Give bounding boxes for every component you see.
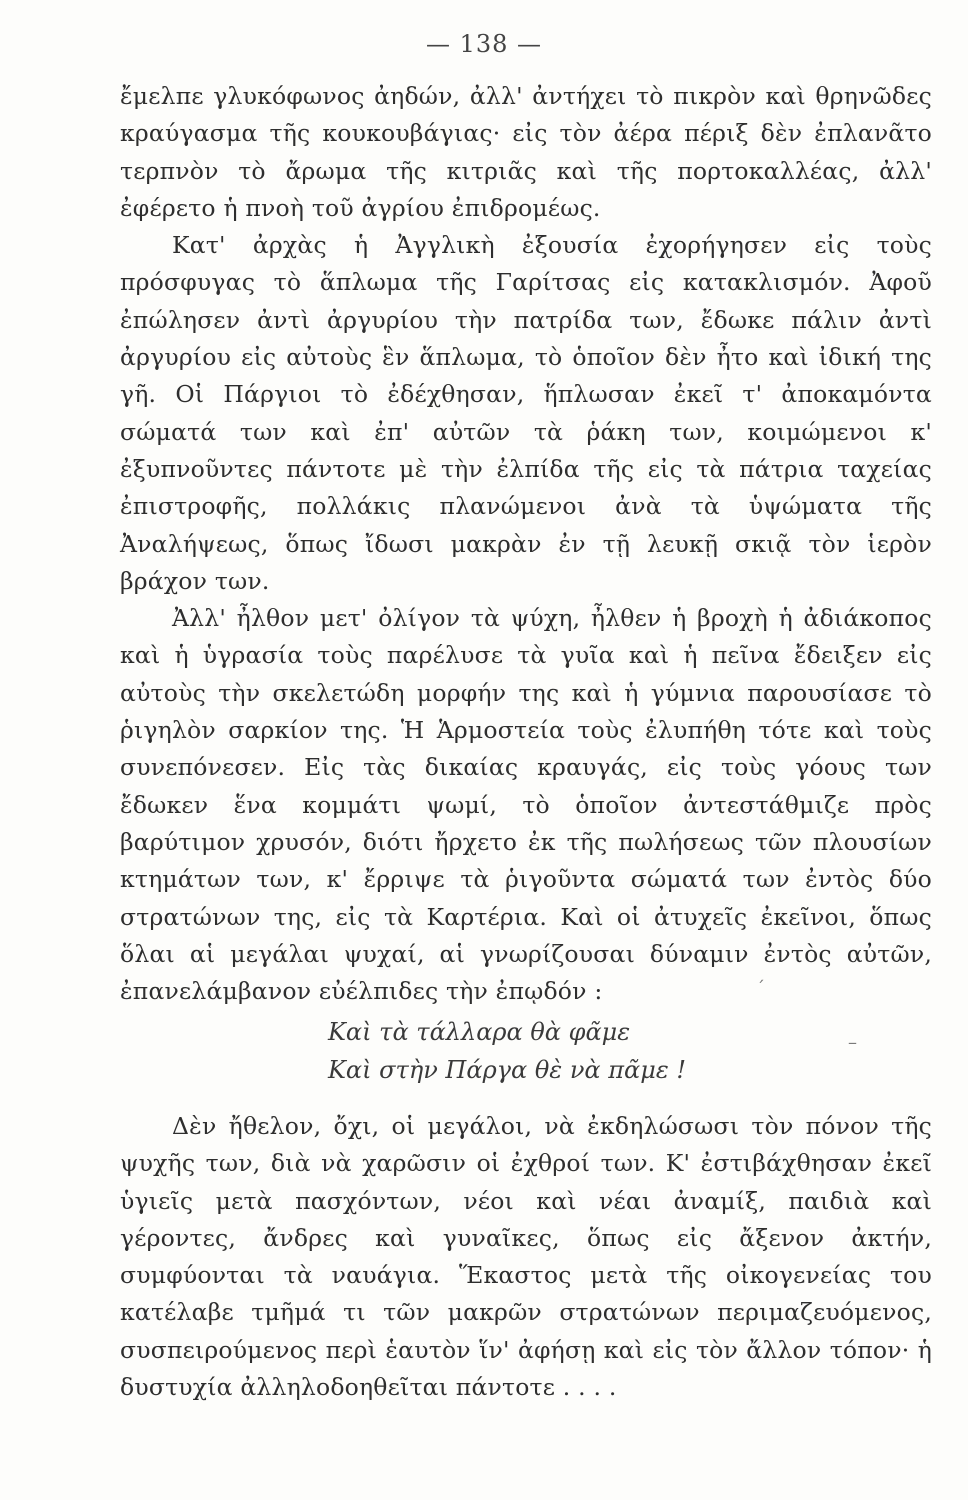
paragraph: Κατ' ἀρχὰς ἡ Ἀγγλικὴ ἐξουσία ἐχορήγησεν εἰς τοὺς πρόσφυγας τὸ ἅπλωμα τῆς Γαρίτσας εἰς κατακλισμόν. Ἀφοῦ ἐπώλησεν ἀντὶ ἀργυρίου τὴν πατρίδα των, ἔδωκε πάλιν ἀντὶ ἀργυρίου εἰς αὐτοὺς ἓν ἅπλωμα, τὸ ὁποῖον δὲν ἦτο καὶ ἰδική της γῆ. Οἱ Πάργιοι τὸ ἐδέχθησαν, ἥπλωσαν ἐκεῖ τ' ἀποκαμόντα σώματά των καὶ ἐπ' αὐτῶν τὰ ῥάκη των, κοιμώμενοι κ' ἐξυπνοῦντες πάντοτε μὲ τὴν ἐλπίδα τῆς εἰς τὰ πάτρια ταχείας ἐπιστροφῆς, πολλάκις πλανώμενοι ἀνὰ τὰ ὑψώματα τῆς Ἀναλήψεως, ὅπως ἴδωσι μακρὰν ἐν τῇ λευκῇ σκιᾷ τὸν ἱερὸν βράχον των. [120,231,932,595]
page-number: — 138 — [425,30,543,58]
verse-line: Καὶ τὰ τάλλαρα θὰ φᾶμε [328,1018,631,1046]
closing-text-block [120,1108,932,1406]
ink-tick-mark: ˊ [756,978,765,999]
paragraph: Δὲν ἤθελον, ὄχι, οἱ μεγάλοι, νὰ ἐκδηλώσωσι τὸν πόνον τῆς ψυχῆς των, διὰ νὰ χαρῶσιν οἱ ἐχθροί των. Κ' ἐστιβάχθησαν ἐκεῖ ὑγιεῖς μετὰ πασχόντων, νέοι καὶ νέαι ἀναμίξ, παιδιὰ καὶ γέροντες, ἄνδρες καὶ γυναῖκες, ὅπως εἰς ἄξενον ἀκτήν, συμφύονται τὰ ναυάγια. Ἕκαστος μετὰ τῆς οἰκογενείας του κατέλαβε τμῆμά τι τῶν μακρῶν στρατώνων περιμαζευόμενος, συσπειρούμενος περὶ ἑαυτὸν ἵν' ἀφήσῃ καὶ εἰς τὸν ἄλλον τόπον· ἡ δυστυχία ἀλληλοδοηθεῖται πάντοτε . . . . [120,1112,932,1402]
verse-line: Καὶ στὴν Πάργα θὲ νὰ πᾶμε ! [328,1056,686,1084]
paragraph: Ἀλλ' ἦλθον μετ' ὀλίγον τὰ ψύχη, ἦλθεν ἡ βροχὴ ἡ ἀδιάκοπος καὶ ἡ ὑγρασία τοὺς παρέλυσε τὰ γυῖα καὶ ἡ πεῖνα ἔδειξεν εἰς αὐτοὺς τὴν σκελετώδη μορφήν της καὶ ἡ γύμνια παρουσίασε τὸ ῥιγηλὸν σαρκίον της. Ἡ Ἁρμοστεία τοὺς ἐλυπήθη τότε καὶ τοὺς συνεπόνεσεν. Εἰς τὰς δικαίας κραυγάς, εἰς τοὺς γόους των ἔδωκεν ἕνα κομμάτι ψωμί, τὸ ὁποῖον ἀντεστάθμιζε πρὸς βαρύτιμον χρυσόν, διότι ἤρχετο ἐκ τῆς πωλήσεως τῶν πλουσίων κτημάτων των, κ' ἔρριψε τὰ ῥιγοῦντα σώματά των ἐντὸς δύο στρατώνων της, εἰς τὰ Καρτέρια. Καὶ οἱ ἀτυχεῖς ἐκεῖνοι, ὅπως ὅλαι αἱ μεγάλαι ψυχαί, αἱ γνωρίζουσαι δύναμιν ἐντὸς αὐτῶν, ἐπανελάμβανον εὐέλπιδες τὴν ἐπῳδόν : [120,604,932,1006]
paragraph-continued: ἔμελπε γλυκόφωνος ἀηδών, ἀλλ' ἀντήχει τὸ πικρὸν καὶ θρηνῶδες κραύγασμα τῆς κουκουβάγιας· εἰς τὸν ἀέρα πέριξ δὲν ἐπλανᾶτο τερπνὸν τὸ ἄρωμα τῆς κιτριᾶς καὶ τῆς πορτοκαλλέας, ἀλλ' ἐφέρετο ἡ πνοὴ τοῦ ἀγρίου ἐπιδρομέως. [120,82,932,222]
main-text-block [120,78,932,1010]
ink-dash-mark: – [848,1032,857,1053]
verse-quote [328,1013,686,1089]
